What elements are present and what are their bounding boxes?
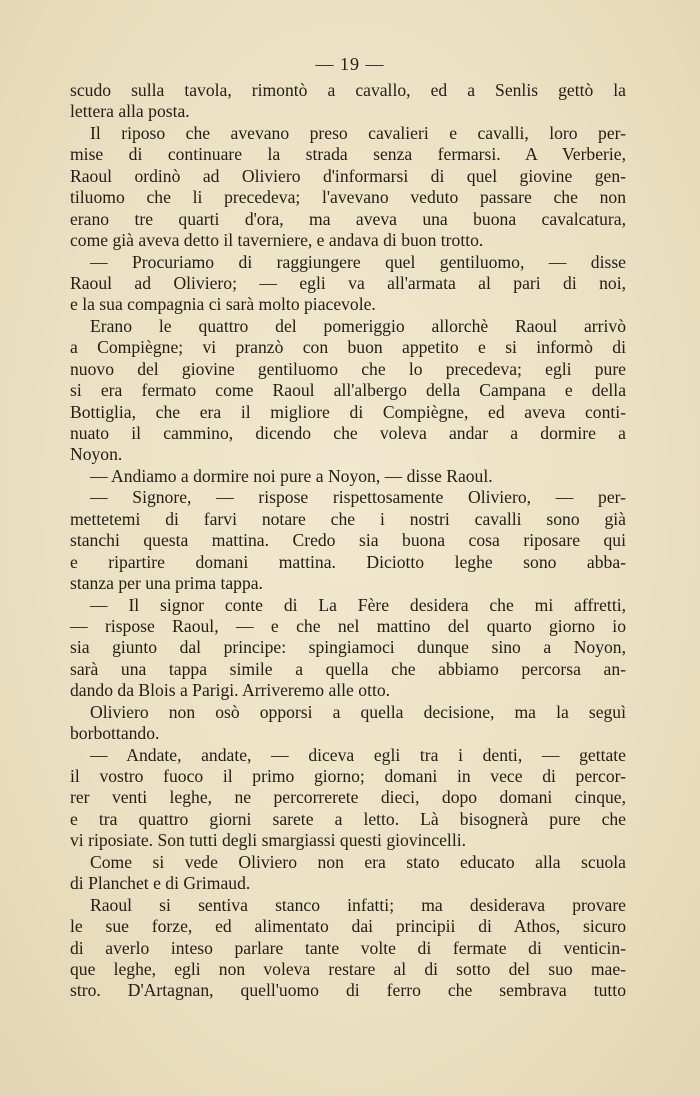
text-line: Noyon.	[70, 444, 123, 465]
body-text	[70, 80, 626, 1002]
text-line: tiluomo che li precedeva; l'avevano veduto passare che non	[70, 187, 626, 208]
text-line: a Compiègne; vi pranzò con buon appetito e si informò di	[70, 337, 626, 358]
text-line: borbottando.	[70, 723, 160, 744]
text-line: Raoul ordinò ad Oliviero d'informarsi di quel giovine gen-	[70, 165, 626, 186]
text-line: Come si vede Oliviero non era stato educato alla scuola	[90, 851, 626, 872]
text-line: le sue forze, ed alimentato dai principii di Athos, sicuro	[70, 916, 626, 937]
text-line: Oliviero non osò opporsi a quella decisione, ma la seguì	[90, 701, 626, 722]
text-line: scudo sulla tavola, rimontò a cavallo, ed a Senlis gettò la	[70, 80, 626, 100]
text-line: — Andate, andate, — diceva egli tra i denti, — gettate	[90, 744, 626, 765]
text-line: dando da Blois a Parigi. Arriveremo alle otto.	[70, 680, 391, 701]
text-line: — Il signor conte di La Fère desidera che mi affretti,	[90, 594, 626, 615]
text-line: erano tre quarti d'ora, ma aveva una buona cavalcatura,	[70, 208, 626, 229]
text-line: — rispose Raoul, — e che nel mattino del quarto giorno io	[70, 615, 626, 636]
text-line: Raoul si sentiva stanco infatti; ma desiderava provare	[90, 894, 626, 915]
text-line: il vostro fuoco il primo giorno; domani in vece di percor-	[70, 766, 626, 786]
text-line: mise di continuare la strada senza fermarsi. A Verberie,	[70, 144, 626, 165]
text-line: mettetemi di farvi notare che i nostri cavalli sono già	[70, 508, 626, 529]
text-line: Raoul ad Oliviero; — egli va all'armata al pari di noi,	[70, 272, 626, 293]
text-line: vi riposiate. Son tutti degli smargiassi questi giovincelli.	[70, 830, 466, 851]
text-line: rer venti leghe, ne percorrerete dieci, dopo domani cinque,	[70, 787, 626, 808]
text-line: e la sua compagnia ci sarà molto piacevole.	[70, 294, 376, 315]
text-line: nuato il cammino, dicendo che voleva andar a dormire a	[70, 423, 626, 443]
text-line: di averlo inteso parlare tante volte di fermate di venticin-	[70, 937, 626, 958]
text-line: Bottiglia, che era il migliore di Compiègne, ed aveva conti-	[70, 401, 626, 422]
text-line: lettera alla posta.	[70, 101, 190, 122]
text-line: stanza per una prima tappa.	[70, 573, 263, 594]
text-line: di Planchet e di Grimaud.	[70, 873, 251, 894]
text-line: si era fermato come Raoul all'albergo della Campana e della	[70, 380, 626, 401]
text-line: — Signore, — rispose rispettosamente Oliviero, — per-	[90, 487, 626, 508]
text-line: e ripartire domani mattina. Diciotto leghe sono abba-	[70, 551, 626, 572]
text-line: come già aveva detto il taverniere, e andava di buon trotto.	[70, 230, 484, 251]
text-line: stro. D'Artagnan, quell'uomo di ferro che sembrava tutto	[70, 980, 626, 1001]
text-line: Erano le quattro del pomeriggio allorchè Raoul arrivò	[90, 315, 626, 336]
text-line: sarà una tappa simile a quella che abbiamo percorsa an-	[70, 658, 626, 679]
text-line: que leghe, egli non voleva restare al di sotto del suo mae-	[70, 958, 626, 979]
text-line: stanchi questa mattina. Credo sia buona cosa riposare qui	[70, 530, 626, 551]
text-line: Il riposo che avevano preso cavalieri e cavalli, loro per-	[90, 122, 626, 143]
text-line: sia giunto dal principe: spingiamoci dunque sino a Noyon,	[70, 637, 626, 658]
text-line: — Andiamo a dormire noi pure a Noyon, — disse Raoul.	[90, 465, 493, 486]
text-line: nuovo del giovine gentiluomo che lo precedeva; egli pure	[70, 358, 626, 379]
page-number: — 19 —	[315, 54, 385, 74]
text-line: e tra quattro giorni sarete a letto. Là bisognerà pure che	[70, 808, 626, 829]
text-line: — Procuriamo di raggiungere quel gentiluomo, — disse	[90, 251, 626, 272]
